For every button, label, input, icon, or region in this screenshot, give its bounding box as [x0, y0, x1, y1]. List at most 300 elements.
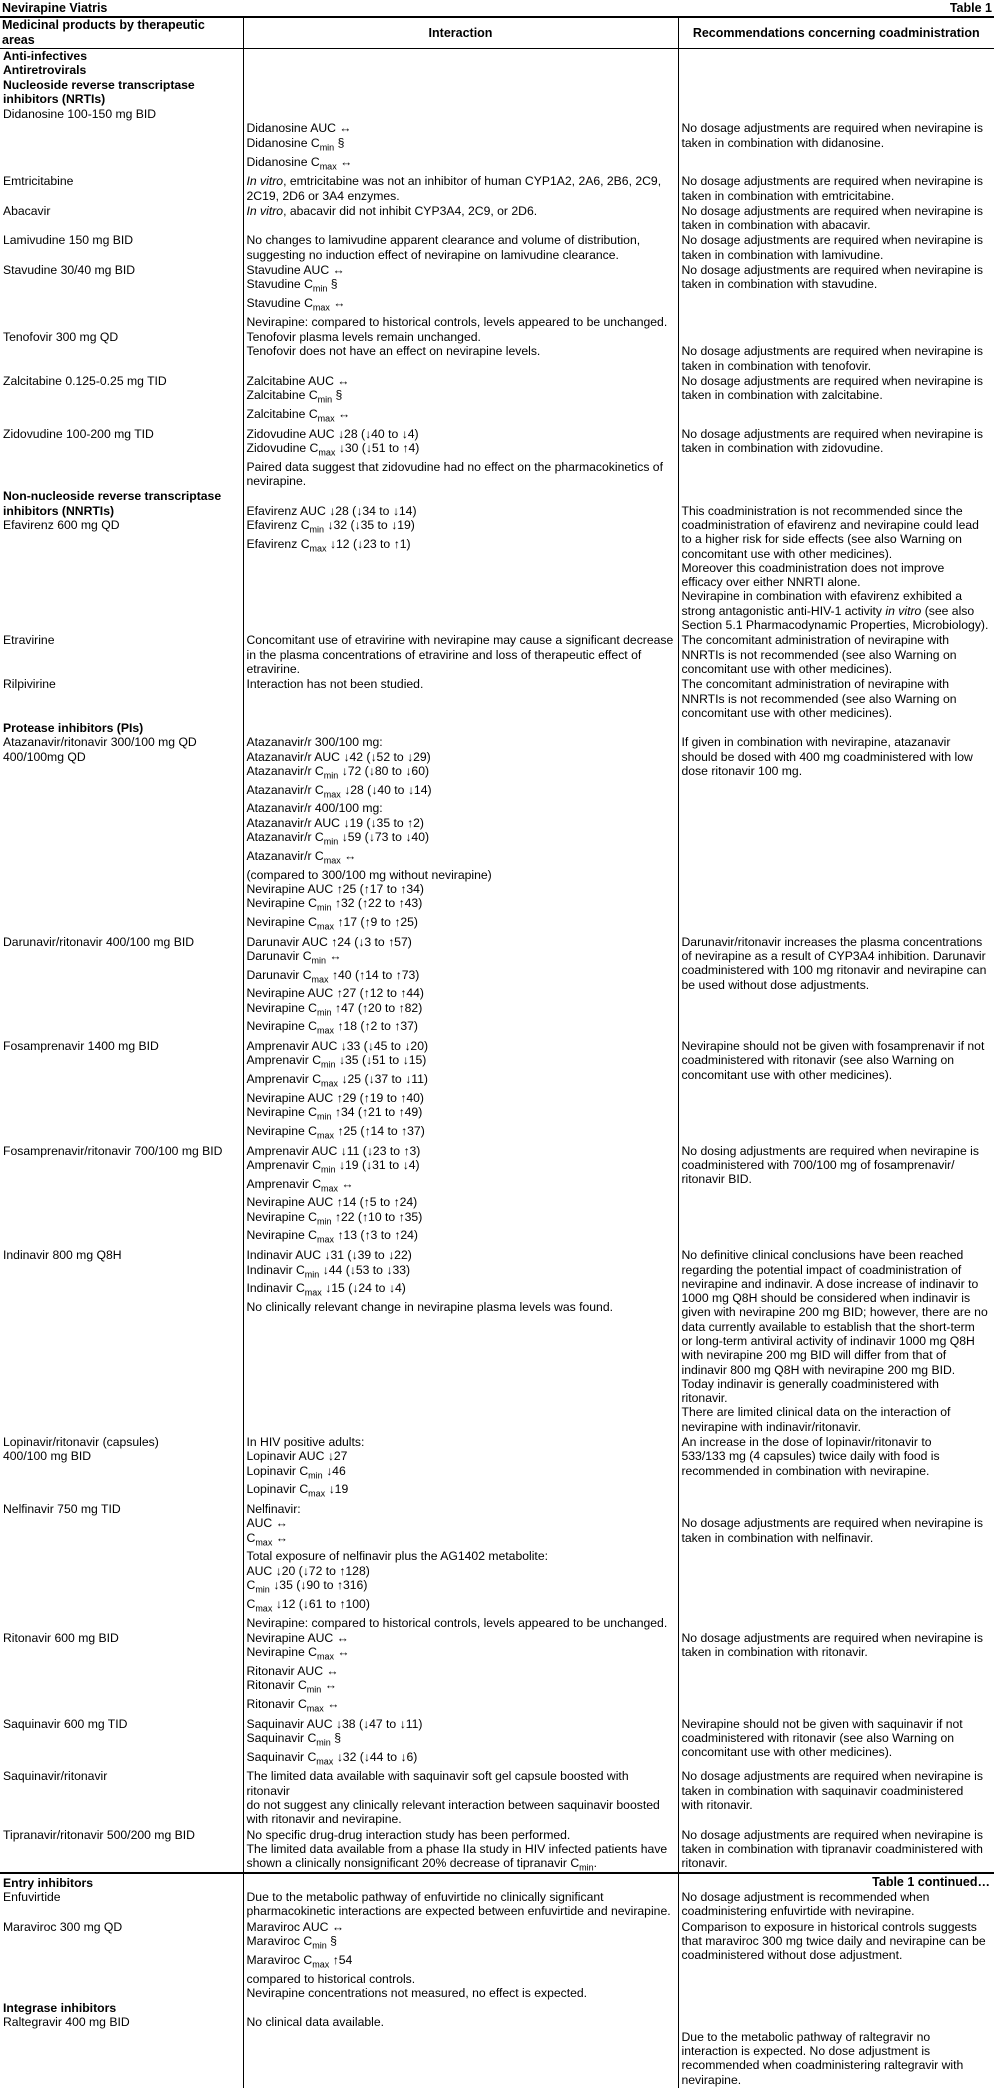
- interaction-line: Ritonavir $C_{max}$ ↔: [246, 1696, 340, 1714]
- interaction-line: AUC ↔: [246, 1516, 288, 1531]
- interaction-line: Maraviroc AUC ↔: [246, 1919, 345, 1934]
- product-cell: [0, 721, 243, 934]
- product-cell: [0, 633, 243, 677]
- recommendation-line: 1000 mg Q8H should be considered when indinavir is: [681, 1291, 971, 1306]
- recommendation-line: coadministration of efavirenz and nevirapine could lead: [681, 517, 979, 532]
- interaction-line: Darunavir $C_{min}$ ↔: [246, 948, 342, 966]
- product-cell: [0, 204, 243, 234]
- interaction-line: Efavirenz AUC ↓28 (↓34 to ↓14): [246, 503, 417, 518]
- recommendation-line: coadministering enfuvirtide with nevirapine.: [681, 1904, 915, 1919]
- interaction-line: The limited data available with saquinavir soft gel capsule boosted with ritonavir: [246, 1769, 632, 1798]
- interaction-line: Amprenavir $C_{max}$ ↓25 (↓37 to ↓11): [246, 1072, 428, 1089]
- recommendation-line: ritonavir.: [681, 1856, 728, 1871]
- table-row: [0, 1435, 994, 1502]
- interaction-line: Atazanavir/r 400/100 mg:: [246, 801, 383, 816]
- table-row: [0, 935, 994, 1040]
- product-line: Enfuvirtide: [3, 1890, 61, 1905]
- recommendation-line: No dosage adjustments are required when nevirapine is: [681, 121, 983, 136]
- product-cell: [0, 1717, 243, 1770]
- interaction-cell: [243, 1717, 678, 1770]
- interaction-cell: [243, 1631, 678, 1717]
- interaction-line: Nevirapine AUC ↑27 (↑12 to ↑44): [246, 986, 424, 1001]
- interaction-line: Amprenavir $C_{max}$ ↔: [246, 1176, 354, 1194]
- interaction-line: $C_{max}$ ↔: [246, 1530, 288, 1548]
- product-cell: [0, 2001, 243, 2088]
- interaction-line: [247, 49, 675, 63]
- recommendation-line: taken in combination with saquinavir coadministered: [681, 1783, 964, 1798]
- recommendation-line: concomitant use with other medicines).: [681, 661, 893, 676]
- recommendation-line: given with nevirapine 200 mg BID; however, there are no: [681, 1305, 988, 1320]
- recommendation-line: taken in combination with lamivudine.: [681, 247, 884, 262]
- recommendation-cell: [678, 1039, 994, 1144]
- interaction-line: Lopinavir $C_{min}$ ↓46: [246, 1463, 346, 1481]
- interaction-cell: [243, 677, 678, 721]
- table-row: [0, 174, 994, 204]
- recommendation-cell: [678, 107, 994, 174]
- interaction-cell: [243, 489, 678, 633]
- recommendation-line: Nevirapine should not be given with saquinavir if not: [681, 1716, 963, 1731]
- recommendation-cell: [678, 263, 994, 330]
- recommendation-line: taken in combination with emtricitabine.: [681, 188, 895, 203]
- recommendation-line: with nevirapine 200 mg BID will differ from that of: [681, 1348, 947, 1363]
- table-row: [0, 1631, 994, 1717]
- interaction-line: Nevirapine concentrations not measured, no effect is expected.: [246, 1985, 588, 2000]
- recommendation-line: taken in combination with didanosine.: [681, 135, 885, 150]
- recommendation-line: coadministered with 100 mg ritonavir and nevirapine can: [681, 963, 987, 978]
- table-row: [0, 233, 994, 263]
- interaction-line: $C_{max}$ ↓12 (↓61 to ↑100): [246, 1596, 370, 1614]
- document-header: [0, 0, 994, 17]
- recommendation-cell: [678, 935, 994, 1040]
- recommendation-line: dose ritonavir 100 mg.: [681, 764, 803, 779]
- interaction-cell: [243, 2001, 678, 2088]
- interaction-line: Zalcitabine $C_{max}$ ↔: [246, 407, 351, 424]
- interaction-cell: [243, 330, 678, 374]
- product-line: Lamivudine 150 mg BID: [3, 233, 134, 248]
- table-row: [0, 677, 994, 721]
- recommendation-line: 533/133 mg (4 capsules) twice daily with food is: [681, 1449, 940, 1464]
- interaction-cell: [243, 1248, 678, 1435]
- interaction-line: Didanosine $C_{max}$ ↔: [246, 154, 353, 171]
- product-line: Raltegravir 400 mg BID: [3, 2015, 130, 2030]
- recommendation-line: There are limited clinical data on the interaction of: [681, 1405, 951, 1420]
- product-line: Atazanavir/ritonavir 300/100 mg QD: [3, 735, 197, 750]
- recommendation-line: taken in combination with tipranavir coadministered with: [681, 1841, 983, 1856]
- table-continued-note: Table 1 continued…: [0, 1872, 994, 1891]
- interaction-cell: [243, 1039, 678, 1144]
- interaction-line: Atazanavir/r 300/100 mg:: [246, 735, 383, 750]
- table-row: [0, 49, 994, 108]
- recommendation-cell: [678, 1920, 994, 2001]
- product-cell: [0, 1828, 243, 1876]
- interaction-line: Amprenavir AUC ↓33 (↓45 to ↓20): [246, 1039, 429, 1054]
- recommendation-cell: [678, 427, 994, 490]
- interaction-line: Maraviroc $C_{min}$ §: [246, 1934, 337, 1951]
- recommendation-line: recommended when coadministering raltegravir with: [681, 2058, 964, 2073]
- interaction-line: Zidovudine $C_{max}$ ↓30 (↓51 to ↑4): [246, 441, 420, 458]
- recommendation-line: [682, 63, 992, 77]
- recommendation-line: nevirapine and indinavir. A dose increase of indinavir to: [681, 1276, 979, 1291]
- recommendation-line: Due to the metabolic pathway of raltegravir no: [681, 2029, 931, 2044]
- interaction-cell: [243, 1435, 678, 1502]
- table-row: [0, 427, 994, 490]
- table-header-row: [0, 18, 994, 49]
- product-line: Fosamprenavir/ritonavir 700/100 mg BID: [3, 1143, 223, 1158]
- interaction-line: Lopinavir $C_{max}$ ↓19: [246, 1482, 349, 1499]
- recommendation-line: The concomitant administration of nevirapine with: [681, 677, 950, 692]
- interaction-line: Tenofovir does not have an effect on nevirapine levels.: [246, 344, 541, 359]
- product-line: Maraviroc 300 mg QD: [3, 1919, 123, 1934]
- interaction-line: In vitro, emtricitabine was not an inhibitor of human CYP1A2, 2A6, 2B6, 2C9,: [246, 174, 662, 189]
- product-cell: [0, 1144, 243, 1249]
- product-line: Abacavir: [3, 203, 51, 218]
- table-row: [0, 1039, 994, 1144]
- recommendation-line: taken in combination with zalcitabine.: [681, 388, 883, 403]
- interaction-line: In vitro, abacavir did not inhibit CYP3A4, 2C9, or 2D6.: [246, 203, 538, 218]
- recommendation-line: No dosage adjustments are required when nevirapine is: [681, 1769, 983, 1784]
- interaction-line: $C_{min}$ ↓35 (↓90 to ↑316): [246, 1578, 368, 1595]
- interaction-line: AUC ↓20 (↓72 to ↑128): [246, 1563, 370, 1578]
- recommendation-line: No dosage adjustments are required when nevirapine is: [681, 344, 983, 359]
- recommendation-line: indinavir 800 mg Q8H with nevirapine 200 mg BID.: [681, 1362, 956, 1377]
- interaction-line: Nevirapine $C_{min}$ ↑32 (↑22 to ↑43): [246, 896, 423, 913]
- recommendation-cell: [678, 174, 994, 204]
- interaction-line: Nevirapine $C_{max}$ ↔: [246, 1645, 350, 1662]
- recommendation-line: with ritonavir.: [681, 1797, 753, 1812]
- recommendation-line: of nevirapine as a result of CYP3A4 inhibition. Darunavir: [681, 948, 986, 963]
- product-line: Rilpivirine: [3, 677, 56, 692]
- interaction-line: suggesting no induction effect of nevirapine on lamivudine clearance.: [246, 247, 619, 262]
- interaction-cell: [243, 1769, 678, 1827]
- interaction-line: Nevirapine AUC ↑14 (↑5 to ↑24): [246, 1195, 418, 1210]
- column-header-interaction: Interaction: [243, 18, 678, 49]
- recommendation-line: If given in combination with nevirapine, atazanavir: [681, 735, 951, 750]
- table-label: Table 1: [949, 1, 992, 15]
- interaction-line: Saquinavir $C_{min}$ §: [246, 1730, 341, 1748]
- table-row: [0, 1717, 994, 1770]
- recommendation-line: Nevirapine in combination with efavirenz exhibited a: [681, 589, 962, 604]
- interaction-line: The limited data available from a phase IIa study in HIV infected patients have: [246, 1841, 668, 1856]
- interaction-line: Atazanavir/r $C_{min}$ ↓72 (↓80 to ↓60): [246, 764, 430, 781]
- table-row: [0, 107, 994, 174]
- product-line: Saquinavir/ritonavir: [3, 1769, 108, 1784]
- interaction-line: Efavirenz $C_{min}$ ↓32 (↓35 to ↓19): [246, 517, 415, 535]
- recommendation-line: coadministered with ritonavir (see also Warning on: [681, 1053, 955, 1068]
- interaction-line: Nelfinavir:: [246, 1502, 301, 1517]
- interaction-cell: [243, 107, 678, 174]
- interaction-line: (compared to 300/100 mg without nevirapine): [246, 867, 492, 882]
- recommendation-line: coadministered with ritonavir (see also Warning on: [681, 1730, 955, 1745]
- interaction-line: nevirapine.: [246, 474, 307, 489]
- interaction-cell: [243, 174, 678, 204]
- product-line: Fosamprenavir 1400 mg BID: [3, 1039, 159, 1054]
- interaction-line: Nevirapine: compared to historical controls, levels appeared to be unchanged.: [246, 314, 668, 329]
- product-line: Emtricitabine: [3, 174, 74, 189]
- recommendation-line: NNRTIs is not recommended (see also Warning on: [681, 691, 957, 706]
- product-line: Tipranavir/ritonavir 500/200 mg BID: [3, 1827, 195, 1842]
- interaction-cell: [243, 427, 678, 490]
- table-row: [0, 374, 994, 427]
- recommendation-line: Moreover this coadministration does not improve: [681, 560, 945, 575]
- table-row: [0, 1502, 994, 1631]
- interaction-line: [247, 489, 675, 503]
- interaction-line: Zidovudine AUC ↓28 (↓40 to ↓4): [246, 426, 419, 441]
- product-line: Tenofovir 300 mg QD: [3, 330, 119, 345]
- recommendation-cell: [678, 721, 994, 934]
- recommendation-line: No dosage adjustments are required when nevirapine is: [681, 203, 983, 218]
- recommendation-line: No dosage adjustments are required when nevirapine is: [681, 1827, 983, 1842]
- product-cell: [0, 427, 243, 490]
- recommendation-line: [682, 721, 992, 735]
- recommendation-line: Today indinavir is generally coadministered with: [681, 1376, 939, 1391]
- product-cell: [0, 1920, 243, 2001]
- recommendation-line: Comparison to exposure in historical controls suggests: [681, 1919, 977, 1934]
- interaction-line: Nevirapine AUC ↑29 (↑19 to ↑40): [246, 1090, 424, 1105]
- recommendation-line: NNRTIs is not recommended (see also Warning on: [681, 647, 957, 662]
- product-cell: [0, 1435, 243, 1502]
- product-cell: [0, 174, 243, 204]
- recommendation-line: [682, 1502, 992, 1516]
- interaction-line: [247, 63, 675, 77]
- recommendation-line: No definitive clinical conclusions have been reached: [681, 1248, 964, 1263]
- recommendation-cell: [678, 489, 994, 633]
- section-heading: Entry inhibitors: [3, 1875, 94, 1890]
- interaction-line: Nevirapine $C_{min}$ ↑34 (↑21 to ↑49): [246, 1105, 423, 1122]
- table-row: [0, 633, 994, 677]
- interaction-cell: [243, 1502, 678, 1631]
- recommendation-cell: [678, 1717, 994, 1770]
- table-row: [0, 330, 994, 374]
- recommendation-line: No dosage adjustments are required when nevirapine is: [681, 233, 983, 248]
- product-line: Ritonavir 600 mg BID: [3, 1630, 119, 1645]
- section-heading: Non-nucleoside reverse transcriptase inhibitors (NNRTIs): [3, 489, 225, 518]
- interaction-line: Saquinavir AUC ↓38 (↓47 to ↓11): [246, 1716, 423, 1731]
- recommendation-line: efficacy over either NNRTI alone.: [681, 575, 861, 590]
- interaction-line: Maraviroc $C_{max}$ ↑54: [246, 1952, 353, 1970]
- recommendation-line: regarding the potential impact of coadministration of: [681, 1262, 962, 1277]
- interaction-line: Ritonavir AUC ↔: [246, 1663, 339, 1678]
- interaction-line: shown a clinically nonsignificant 20% decrease of tipranavir $C_{min}$.: [246, 1856, 598, 1873]
- interaction-line: In HIV positive adults:: [246, 1435, 365, 1450]
- interaction-line: Amprenavir $C_{min}$ ↓35 (↓51 to ↓15): [246, 1053, 427, 1070]
- interaction-line: Total exposure of nelfinavir plus the AG1402 metabolite:: [246, 1549, 548, 1564]
- interaction-line: Efavirenz $C_{max}$ ↓12 (↓23 to ↑1): [246, 536, 411, 554]
- interaction-line: Tenofovir plasma levels remain unchanged.: [246, 330, 481, 345]
- interaction-line: Nevirapine $C_{max}$ ↑18 (↑2 to ↑37): [246, 1019, 418, 1036]
- recommendation-line: No dosage adjustments are required when nevirapine is: [681, 373, 983, 388]
- table-row: [0, 489, 994, 633]
- product-cell: [0, 49, 243, 108]
- interaction-line: Amprenavir $C_{min}$ ↓19 (↓31 to ↓4): [246, 1157, 420, 1175]
- recommendation-line: No dosing adjustments are required when nevirapine is: [681, 1143, 979, 1158]
- interaction-line: Paired data suggest that zidovudine had no effect on the pharmacokinetics of: [246, 459, 663, 474]
- recommendation-line: strong antagonistic anti-HIV-1 activity in vitro (see also: [681, 603, 975, 618]
- recommendation-line: taken in combination with tenofovir.: [681, 358, 872, 373]
- interaction-line: No clinical data available.: [246, 2015, 385, 2030]
- table-row: [0, 204, 994, 234]
- table-row: [0, 263, 994, 330]
- product-cell: [0, 1502, 243, 1631]
- table-row: [0, 2001, 994, 2088]
- interaction-line: Darunavir $C_{max}$ ↑40 (↑14 to ↑73): [246, 967, 420, 985]
- recommendation-cell: [678, 204, 994, 234]
- interaction-cell: [243, 1920, 678, 2001]
- interaction-line: Indinavir $C_{min}$ ↓44 (↓53 to ↓33): [246, 1262, 411, 1279]
- interaction-line: Concomitant use of etravirine with nevirapine may cause a significant decrease: [246, 633, 674, 648]
- interaction-line: Nevirapine AUC ↑25 (↑17 to ↑34): [246, 881, 424, 896]
- recommendation-line: nevirapine with indinavir/ritonavir.: [681, 1419, 862, 1434]
- interaction-line: Nevirapine $C_{min}$ ↑22 (↑10 to ↑35): [246, 1209, 423, 1227]
- interaction-line: Didanosine $C_{min}$ §: [246, 135, 345, 153]
- interaction-line: [247, 107, 675, 121]
- recommendation-cell: [678, 633, 994, 677]
- recommendation-line: concomitant use with other medicines).: [681, 705, 893, 720]
- recommendation-line: Section 5.1 Pharmacodynamic Properties, Microbiology).: [681, 618, 989, 633]
- recommendation-line: concomitant use with other medicines).: [681, 1745, 893, 1760]
- product-line: Zidovudine 100-200 mg TID: [3, 426, 154, 441]
- interaction-line: [247, 78, 675, 92]
- product-cell: [0, 233, 243, 263]
- interaction-cell: [243, 204, 678, 234]
- interaction-line: [247, 2001, 675, 2015]
- recommendation-line: taken in combination with ritonavir.: [681, 1645, 868, 1660]
- interaction-line: Zalcitabine AUC ↔: [246, 373, 350, 388]
- interaction-line: Atazanavir/r $C_{max}$ ↔: [246, 848, 357, 866]
- interaction-line: etravirine.: [246, 661, 301, 676]
- interaction-line: Didanosine AUC ↔: [246, 121, 352, 136]
- interaction-line: No changes to lamivudine apparent clearance and volume of distribution,: [246, 233, 641, 248]
- interaction-line: Atazanavir/r $C_{min}$ ↓59 (↓73 to ↓40): [246, 830, 430, 847]
- interaction-line: Atazanavir/r AUC ↓19 (↓35 to ↑2): [246, 815, 424, 830]
- product-cell: [0, 1631, 243, 1717]
- recommendation-line: to a higher risk for side effects (see also Warning on: [681, 532, 962, 547]
- interaction-line: Lopinavir AUC ↓27: [246, 1449, 348, 1464]
- product-cell: [0, 1248, 243, 1435]
- recommendation-line: No dosage adjustments are required when nevirapine is: [681, 1516, 983, 1531]
- recommendation-line: nevirapine.: [681, 2072, 742, 2087]
- recommendation-line: [682, 49, 992, 63]
- product-line: Nelfinavir 750 mg TID: [3, 1502, 121, 1517]
- interaction-line: Nevirapine AUC ↔: [246, 1630, 349, 1645]
- recommendation-line: [682, 107, 992, 121]
- interaction-cell: [243, 233, 678, 263]
- product-line: Indinavir 800 mg Q8H: [3, 1248, 122, 1263]
- column-header-recommendations: Recommendations concerning coadministration: [678, 18, 994, 49]
- table-row: [0, 1248, 994, 1435]
- recommendation-cell: [678, 1828, 994, 1876]
- interaction-line: Nevirapine $C_{min}$ ↑47 (↑20 to ↑82): [246, 1000, 423, 1018]
- interaction-line: 2C19, 2D6 or 3A4 enzymes.: [246, 188, 400, 203]
- recommendation-line: [682, 78, 992, 92]
- interaction-cell: [243, 935, 678, 1040]
- product-cell: [0, 1039, 243, 1144]
- product-line: Efavirenz 600 mg QD: [3, 517, 120, 532]
- recommendation-line: be used without dose adjustments.: [681, 977, 870, 992]
- section-heading: Antiretrovirals: [3, 63, 87, 78]
- interaction-line: Nevirapine: compared to historical controls, levels appeared to be unchanged.: [246, 1615, 668, 1630]
- product-cell: [0, 935, 243, 1040]
- product-line: Stavudine 30/40 mg BID: [3, 263, 136, 278]
- recommendation-cell: [678, 1144, 994, 1249]
- interaction-line: [247, 721, 675, 735]
- column-header-products: Medicinal products by therapeutic areas: [0, 18, 243, 49]
- table-row: [0, 1828, 994, 1876]
- section-heading: Nucleoside reverse transcriptase inhibitors (NRTIs): [3, 77, 199, 106]
- recommendation-line: or long-term antiviral activity of indinavir 1000 mg Q8H: [681, 1333, 975, 1348]
- interaction-line: compared to historical controls.: [246, 1971, 416, 1986]
- interaction-line: Zalcitabine $C_{min}$ §: [246, 388, 343, 405]
- interaction-cell: [243, 1144, 678, 1249]
- recommendation-cell: [678, 1631, 994, 1717]
- interaction-line: Nevirapine $C_{max}$ ↑25 (↑14 to ↑37): [246, 1123, 425, 1141]
- recommendation-cell: [678, 233, 994, 263]
- interaction-line: Darunavir AUC ↑24 (↓3 to ↑57): [246, 934, 412, 949]
- recommendation-cell: [678, 1502, 994, 1631]
- recommendation-line: [682, 2015, 992, 2029]
- interaction-line: Due to the metabolic pathway of enfuvirtide no clinically significant: [246, 1890, 604, 1905]
- interaction-cell: [243, 263, 678, 330]
- table-row: [0, 721, 994, 934]
- interaction-line: No specific drug-drug interaction study has been performed.: [246, 1827, 571, 1842]
- recommendation-line: taken in combination with zidovudine.: [681, 441, 884, 456]
- recommendation-line: concomitant use with other medicines).: [681, 546, 893, 561]
- recommendation-cell: [678, 374, 994, 427]
- interaction-line: Indinavir $C_{max}$ ↓15 (↓24 to ↓4): [246, 1281, 406, 1298]
- recommendation-line: No dosage adjustment is recommended when: [681, 1890, 930, 1905]
- recommendation-line: concomitant use with other medicines).: [681, 1067, 893, 1082]
- recommendation-line: [682, 330, 992, 344]
- section-heading: Anti-infectives: [3, 49, 87, 63]
- recommendation-line: No dosage adjustments are required when nevirapine is: [681, 426, 983, 441]
- product-cell: [0, 107, 243, 174]
- interaction-line: Atazanavir/r AUC ↓42 (↓52 to ↓29): [246, 749, 431, 764]
- interaction-line: Stavudine $C_{max}$ ↔: [246, 296, 346, 313]
- section-heading: Integrase inhibitors: [3, 2001, 117, 2016]
- interaction-line: Nevirapine $C_{max}$ ↑17 (↑9 to ↑25): [246, 914, 418, 932]
- recommendation-line: coadministered with 700/100 mg of fosamprenavir/: [681, 1157, 955, 1172]
- recommendation-cell: [678, 1248, 994, 1435]
- table-body: [0, 49, 994, 2088]
- product-cell: [0, 330, 243, 374]
- section-heading: Protease inhibitors (PIs): [3, 721, 144, 736]
- recommendation-line: [682, 2001, 992, 2015]
- interaction-line: Atazanavir/r $C_{max}$ ↓28 (↓40 to ↓14): [246, 782, 432, 800]
- recommendation-line: [682, 489, 992, 503]
- table-row: [0, 1144, 994, 1249]
- recommendation-line: This coadministration is not recommended since the: [681, 503, 963, 518]
- recommendation-line: that maraviroc 300 mg twice daily and nevirapine can be: [681, 1934, 986, 1949]
- recommendation-cell: [678, 677, 994, 721]
- product-line: Etravirine: [3, 633, 55, 648]
- recommendation-line: recommended in combination with nevirapine.: [681, 1463, 930, 1478]
- product-cell: [0, 263, 243, 330]
- recommendation-line: No dosage adjustments are required when nevirapine is: [681, 263, 983, 278]
- recommendation-line: taken in combination with stavudine.: [681, 277, 878, 292]
- recommendation-cell: [678, 1769, 994, 1827]
- product-cell: [0, 489, 243, 633]
- recommendation-line: ritonavir BID.: [681, 1172, 752, 1187]
- interaction-cell: [243, 721, 678, 934]
- interaction-line: pharmacokinetic interactions are expected between enfuvirtide and nevirapine.: [246, 1904, 671, 1919]
- interaction-table: [0, 17, 994, 2088]
- table-row: [0, 1769, 994, 1827]
- interaction-line: Interaction has not been studied.: [246, 677, 424, 692]
- interaction-line: No clinically relevant change in nevirapine plasma levels was found.: [246, 1299, 613, 1314]
- product-line: Didanosine 100-150 mg BID: [3, 107, 157, 122]
- product-line: Zalcitabine 0.125-0.25 mg TID: [3, 373, 167, 388]
- product-line: Saquinavir 600 mg TID: [3, 1716, 128, 1731]
- recommendation-line: An increase in the dose of lopinavir/ritonavir to: [681, 1435, 932, 1450]
